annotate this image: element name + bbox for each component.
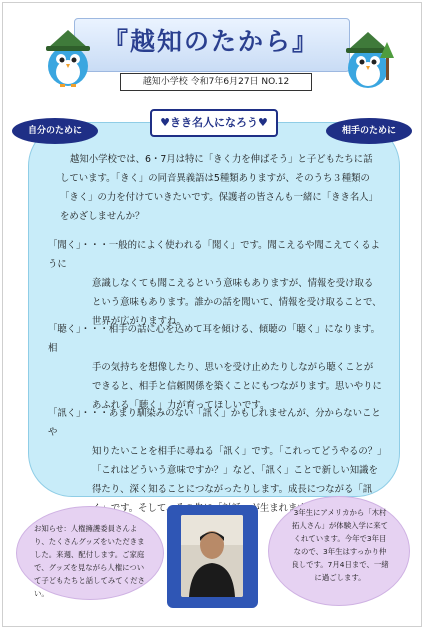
theme-heading: ♥きき名人になろう♥ [150, 109, 278, 137]
term-kiku-listen [48, 236, 382, 331]
notice-text: お知らせ：人権擁護委員さんより、たくさんグッズをいただきました。来週、配付します。ご家庭で、グッズを見ながら人権について子どもたちと話してみてください。 [34, 524, 145, 598]
term-lead: 「聞く」・・・一般的によく使われる「聞く」です。聞こえるや聞こえてくるように [48, 240, 381, 270]
tag-for-others: 相手のために [326, 118, 412, 144]
term-explanation: 知りたいことを相手に尋ねる「訊く」です。「これってどうやるの？」「これはどういう意味ですか？」など、「訊く」ことで新しい知識を得たり、深く知ることにつながったりします。成長につながる「訊く」です。そして、 」が生まれます。 [92, 446, 382, 514]
mascot-bird-left-icon [40, 26, 96, 88]
term-lead: 「訊く」・・・あまり馴染みのない「訊く」かもしれませんが、分からないことや [48, 408, 381, 438]
student-photo-image [181, 515, 243, 597]
term-kiku-attentive [48, 320, 382, 415]
term-lead: 「聴く」・・・相手の話に心を込めて耳を傾ける、傾聴の「聴く」になります。相 [48, 324, 381, 354]
mascot-bird-right-icon [340, 28, 396, 90]
exchange-student-text: 3年生にアメリカから「木村拓人さん」が体験入学に来てくれています。今年で3年目なので、3年生はすっかり仲良しです。7月4日まで、一緒に過ごします。 [291, 508, 389, 582]
term-explanation: 意識しなくても聞こえるという意味もありますが、情報を受け取るという意味もあります。誰かの話を聞いて、情報を受け取ることで、世界が広がりますね。 [92, 278, 382, 327]
tag-for-myself: 自分のために [12, 118, 98, 144]
issue-info: 越知小学校 令和7年6月27日 NO.12 [120, 73, 312, 91]
student-photo [181, 515, 243, 597]
intro-paragraph: 越知小学校では、6・7月は特に「きく力を伸ばそう」と子どもたちに話しています。「きく」の同音異義語は5種類ありますが、そのうち３種類の「きく」の力を付けていきたいです。保護者の皆さんも一緒に「きき名人」をめざしませんか？ [60, 154, 379, 222]
term-explanation: 手の気持ちを想像したり、思いを受け止めたりしながら聴くことができると、相手と信頼関係を築くことにもつながります。思いやりにあふれる「聴く」力が育ってほしいです。 [92, 362, 382, 411]
newsletter-title: 『越知のたから』 [102, 27, 319, 56]
